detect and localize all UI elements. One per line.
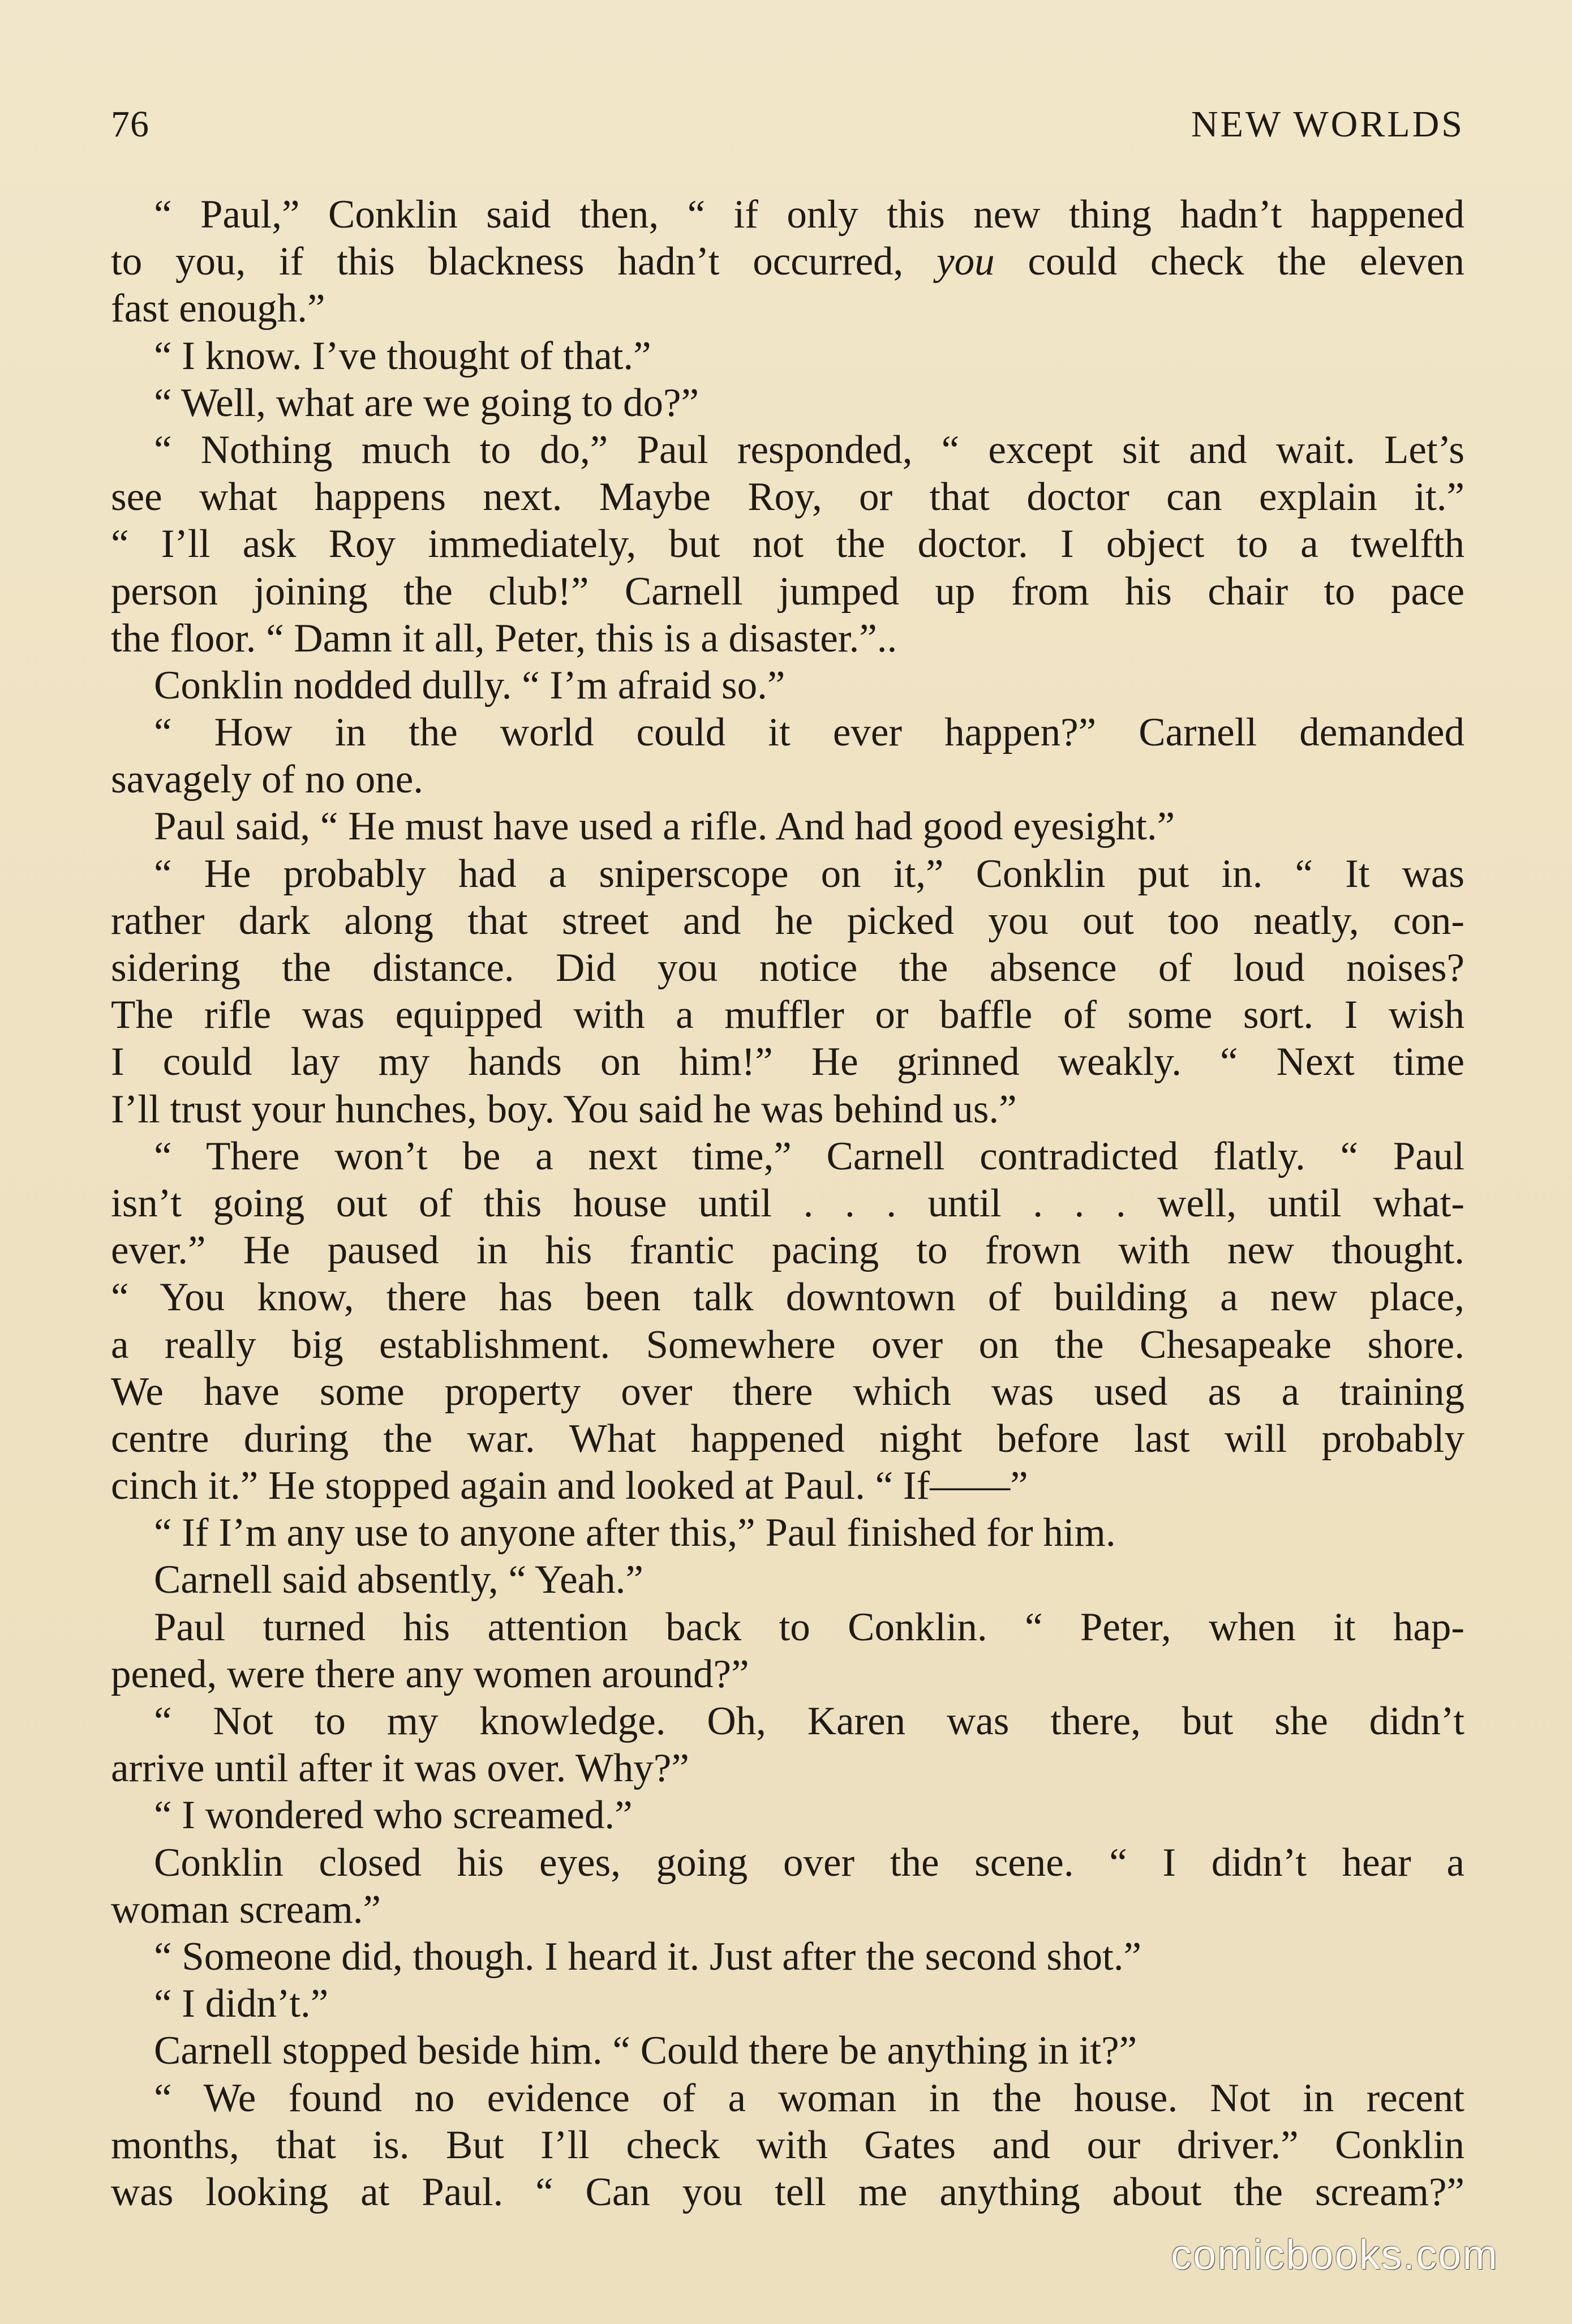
text-line: “ Well, what are we going to do?” xyxy=(154,380,699,425)
text-line: Carnell said absently, “ Yeah.” xyxy=(154,1558,643,1602)
text-line: savagely of no one. xyxy=(111,757,424,802)
text-line: I could lay my hands on him!” He grinned weakly. “ Next time xyxy=(111,1040,1464,1084)
text-line: “ Nothing much to do,” Paul responded, “ except sit and wait. Let’s xyxy=(154,427,1464,472)
text-line: sidering the distance. Did you notice the absence of loud noises? xyxy=(111,946,1464,990)
text-line: “ How in the world could it ever happen?” Carnell demanded xyxy=(154,710,1464,755)
text-line: “ I didn’t.” xyxy=(154,1982,329,2026)
text-line: was looking at Paul. “ Can you tell me anything about the scream?” xyxy=(111,2169,1464,2214)
text-line: “ There won’t be a next time,” Carnell contradicted flatly. “ Paul xyxy=(154,1134,1464,1178)
text-line: cinch it.” He stopped again and looked at Paul. “ If——” xyxy=(111,1464,1028,1508)
text-line: woman scream.” xyxy=(111,1887,381,1932)
text-line: We have some property over there which was used as a training xyxy=(111,1369,1464,1414)
text-line: “ I know. I’ve thought of that.” xyxy=(154,333,651,378)
text-line: “ Not to my knowledge. Oh, Karen was there, but she didn’t xyxy=(154,1699,1464,1743)
text-line: centre during the war. What happened night before last will probably xyxy=(111,1416,1464,1461)
text-line: Paul turned his attention back to Conklin. “ Peter, when it hap- xyxy=(154,1605,1464,1649)
page-header xyxy=(111,96,1464,153)
text-line: “ We found no evidence of a woman in the house. Not in recent xyxy=(154,2076,1464,2120)
text-line: “ He probably had a sniperscope on it,” Conklin put in. “ It was xyxy=(154,851,1464,896)
text-line: the floor. “ Damn it all, Peter, this is a disaster.”.. xyxy=(111,616,897,661)
text-line: person joining the club!” Carnell jumped up from his chair to pace xyxy=(111,569,1464,614)
text-line: Paul said, “ He must have used a rifle. And had good eyesight.” xyxy=(154,804,1175,849)
text-line: “ I’ll ask Roy immediately, but not the doctor. I object to a twelfth xyxy=(111,522,1464,567)
page-number: 76 xyxy=(111,104,149,145)
text-line: months, that is. But I’ll check with Gates and our driver.” Conklin xyxy=(111,2123,1464,2167)
text-line: isn’t going out of this house until . . . until . . . well, until what- xyxy=(111,1181,1464,1225)
story-text xyxy=(111,191,1464,2216)
text-line: “ Paul,” Conklin said then, “ if only this new thing hadn’t happened xyxy=(154,192,1464,237)
text-line: “ Someone did, though. I heard it. Just after the second shot.” xyxy=(154,1934,1142,1979)
running-head: NEW WORLDS xyxy=(1191,104,1464,145)
text-line: The rifle was equipped with a muffler or baffle of some sort. I wish xyxy=(111,993,1464,1037)
text-line: Conklin nodded dully. “ I’m afraid so.” xyxy=(154,663,785,708)
text-line: arrive until after it was over. Why?” xyxy=(111,1746,689,1791)
watermark: comicbooks.com xyxy=(1170,2231,1498,2278)
text-line: “ If I’m any use to anyone after this,” Paul finished for him. xyxy=(154,1511,1116,1555)
emphasis: you xyxy=(937,239,995,284)
text-line: fast enough.” xyxy=(111,286,325,331)
text-line: to you, if this blackness hadn’t occurred, you could check the eleven xyxy=(111,239,1464,284)
text-line: see what happens next. Maybe Roy, or that doctor can explain it.” xyxy=(111,475,1464,520)
text-line: “ I wondered who screamed.” xyxy=(154,1793,633,1838)
text-line: Carnell stopped beside him. “ Could there be anything in it?” xyxy=(154,2029,1137,2073)
text-line: “ You know, there has been talk downtown of building a new place, xyxy=(111,1275,1464,1320)
text-line: ever.” He paused in his frantic pacing to frown with new thought. xyxy=(111,1228,1464,1273)
text-line: pened, were there any women around?” xyxy=(111,1652,749,1696)
text-line: rather dark along that street and he picked you out too neatly, con- xyxy=(111,898,1464,943)
text-line: I’ll trust your hunches, boy. You said he was behind us.” xyxy=(111,1087,1017,1131)
text-line: Conklin closed his eyes, going over the scene. “ I didn’t hear a xyxy=(154,1840,1464,1885)
text-line: a really big establishment. Somewhere over on the Chesapeake shore. xyxy=(111,1322,1464,1367)
